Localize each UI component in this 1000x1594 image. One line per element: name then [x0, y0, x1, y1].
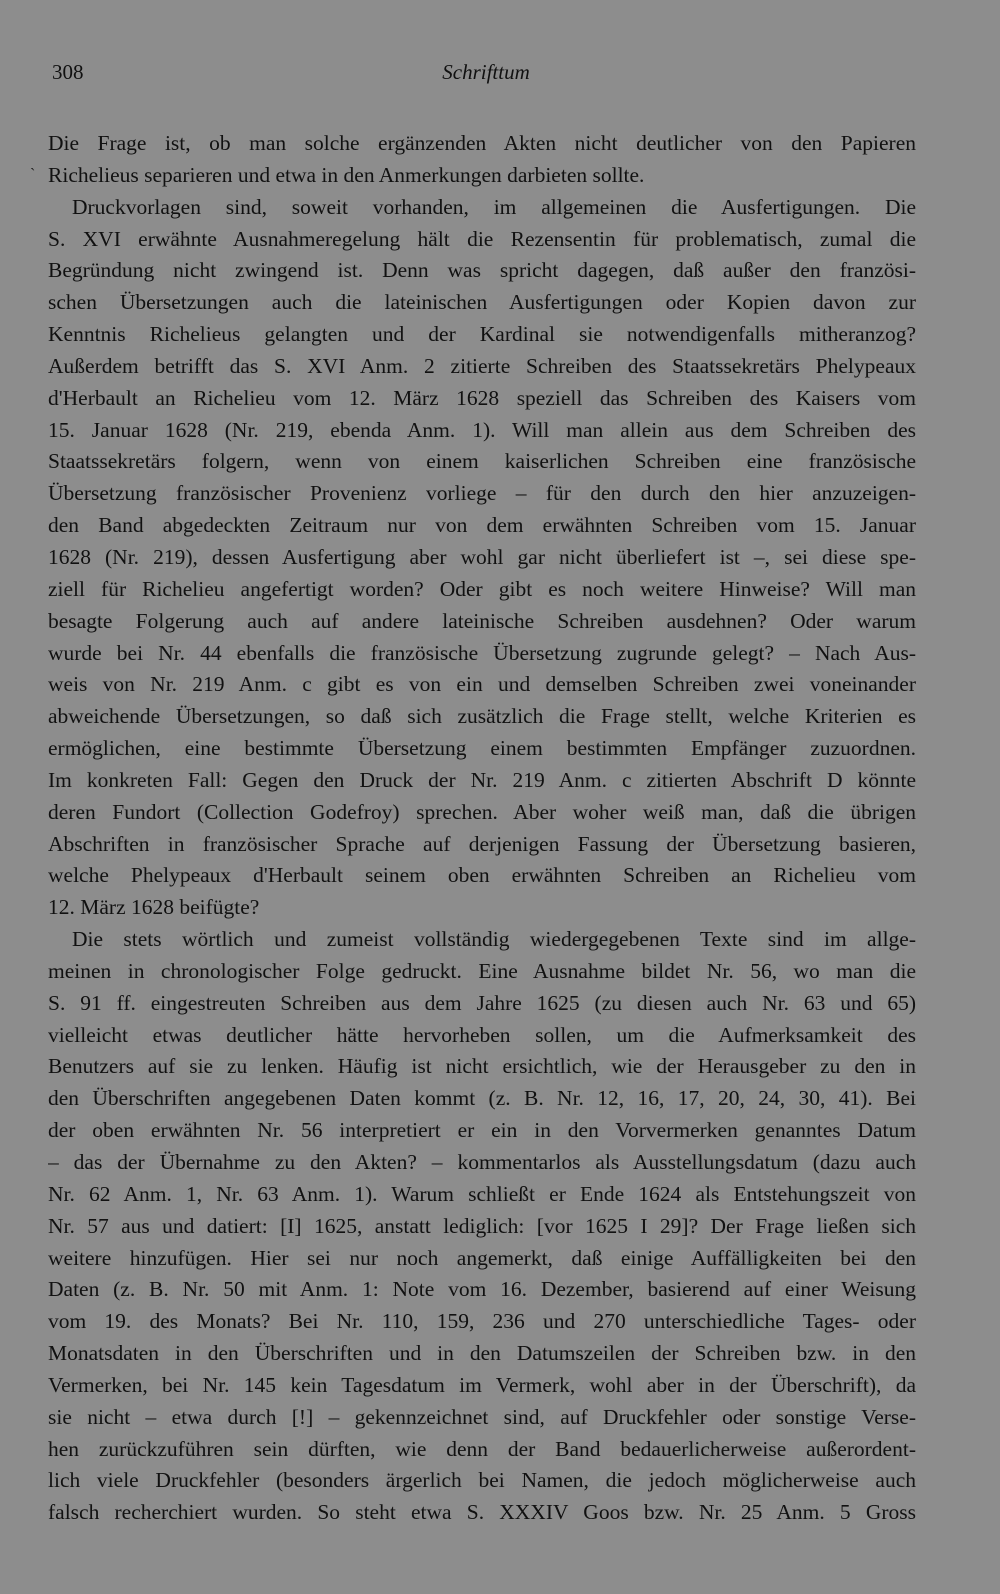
- text-line: 15. Januar 1628 (Nr. 219, ebenda Anm. 1). Will man allein aus dem Schreiben des: [48, 417, 916, 442]
- text-line: Monatsdaten in den Überschriften und in den Datumszeilen der Schreiben bzw. in den: [48, 1341, 916, 1366]
- text-line: hen zurückzuführen sein dürften, wie denn der Band bedauerlicherweise außerordent-: [48, 1436, 916, 1461]
- text-line: Kenntnis Richelieus gelangten und der Kardinal sie notwendigenfalls mitheranzog?: [48, 322, 916, 347]
- text-line: Benutzers auf sie zu lenken. Häufig ist nicht ersichtlich, wie der Herausgeber zu den in: [48, 1054, 916, 1079]
- page-number: 308: [52, 60, 84, 84]
- text-line: Nr. 62 Anm. 1, Nr. 63 Anm. 1). Warum schließt er Ende 1624 als Entstehungszeit von: [48, 1181, 916, 1206]
- text-line: Daten (z. B. Nr. 50 mit Anm. 1: Note vom 16. Dezember, basierend auf einer Weisung: [48, 1277, 916, 1302]
- text-line: welche Phelypeaux d'Herbault seinem oben erwähnten Schreiben an Richelieu vom: [48, 863, 916, 888]
- text-line: Nr. 57 aus und datiert: [I] 1625, anstatt lediglich: [vor 1625 I 29]? Der Frage ließen sich: [48, 1213, 916, 1238]
- text-line: weitere hinzufügen. Hier sei nur noch angemerkt, daß einige Auffälligkeiten bei den: [48, 1245, 916, 1270]
- text-line: S. XVI erwähnte Ausnahmeregelung hält die Rezensentin für problematisch, zumal die: [48, 226, 916, 251]
- text-line: meinen in chronologischer Folge gedruckt. Eine Ausnahme bildet Nr. 56, wo man die: [48, 958, 916, 983]
- text-line: Übersetzung französischer Provenienz vorliege – für den durch den hier anzuzeigen-: [48, 481, 916, 506]
- text-line: vom 19. des Monats? Bei Nr. 110, 159, 236 und 270 unterschiedliche Tages- oder: [48, 1309, 916, 1334]
- text-line: Abschriften in französischer Sprache auf derjenigen Fassung der Übersetzung basieren,: [48, 831, 916, 856]
- text-line: Staatssekretärs folgern, wenn von einem kaiserlichen Schreiben eine französische: [48, 449, 916, 474]
- text-line: Vermerken, bei Nr. 145 kein Tagesdatum im Vermerk, wohl aber in der Überschrift), da: [48, 1372, 916, 1397]
- margin-mark: `: [30, 166, 36, 183]
- text-line: den Überschriften angegebenen Daten kommt (z. B. Nr. 12, 16, 17, 20, 24, 30, 41). Bei: [48, 1086, 916, 1111]
- text-line: 1628 (Nr. 219), dessen Ausfertigung aber wohl gar nicht überliefert ist –, sei diese spe-: [48, 544, 916, 569]
- text-line: Außerdem betrifft das S. XVI Anm. 2 zitierte Schreiben des Staatssekretärs Phelypeaux: [48, 353, 916, 378]
- text-line: Im konkreten Fall: Gegen den Druck der Nr. 219 Anm. c zitierten Abschrift D könnte: [48, 767, 916, 792]
- running-title: Schrifttum: [442, 60, 530, 84]
- page-header: [52, 60, 920, 94]
- text-line: sie nicht – etwa durch [!] – gekennzeichnet sind, auf Druckfehler oder sonstige Verse-: [48, 1404, 916, 1429]
- text-line: lich viele Druckfehler (besonders ärgerlich bei Namen, die jedoch möglicherweise auch: [48, 1468, 916, 1493]
- text-line: Begründung nicht zwingend ist. Denn was spricht dagegen, daß außer den französi-: [48, 258, 916, 283]
- text-line: schen Übersetzungen auch die lateinischen Ausfertigungen oder Kopien davon zur: [48, 290, 916, 315]
- text-line: Richelieus separieren und etwa in den Anmerkungen darbieten sollte.: [48, 162, 645, 187]
- text-line: der oben erwähnten Nr. 56 interpretiert er ein in den Vorvermerken genanntes Datum: [48, 1118, 916, 1143]
- text-line: weis von Nr. 219 Anm. c gibt es von ein und demselben Schreiben zwei voneinander: [48, 672, 916, 697]
- text-line: 12. März 1628 beifügte?: [48, 895, 260, 920]
- text-line: S. 91 ff. eingestreuten Schreiben aus dem Jahre 1625 (zu diesen auch Nr. 63 und 65): [48, 990, 916, 1015]
- text-line: wurde bei Nr. 44 ebenfalls die französische Übersetzung zugrunde gelegt? – Nach Aus-: [48, 640, 916, 665]
- text-line: vielleicht etwas deutlicher hätte hervorheben sollen, um die Aufmerksamkeit des: [48, 1022, 916, 1047]
- text-line: den Band abgedeckten Zeitraum nur von dem erwähnten Schreiben vom 15. Januar: [48, 513, 916, 538]
- text-line: Die Frage ist, ob man solche ergänzenden Akten nicht deutlicher von den Papieren: [48, 131, 916, 155]
- text-line: Die stets wörtlich und zumeist vollständig wiedergegebenen Texte sind im allge-: [72, 927, 916, 952]
- text-line: deren Fundort (Collection Godefroy) sprechen. Aber woher weiß man, daß die übrigen: [48, 799, 916, 824]
- text-line: besagte Folgerung auch auf andere lateinische Schreiben ausdehnen? Oder warum: [48, 608, 916, 633]
- text-line: d'Herbault an Richelieu vom 12. März 1628 speziell das Schreiben des Kaisers vom: [48, 385, 916, 410]
- text-line: falsch recherchiert wurden. So steht etwa S. XXXIV Goos bzw. Nr. 25 Anm. 5 Gross: [48, 1500, 916, 1525]
- text-line: – das der Übernahme zu den Akten? – kommentarlos als Ausstellungsdatum (dazu auch: [48, 1150, 916, 1174]
- body-text: [48, 128, 916, 1529]
- text-line: abweichende Übersetzungen, so daß sich zusätzlich die Frage stellt, welche Kriterien es: [48, 704, 916, 729]
- text-line: ermöglichen, eine bestimmte Übersetzung einem bestimmten Empfänger zuzuordnen.: [48, 736, 916, 761]
- text-line: ziell für Richelieu angefertigt worden? Oder gibt es noch weitere Hinweise? Will man: [48, 576, 916, 601]
- text-line: Druckvorlagen sind, soweit vorhanden, im allgemeinen die Ausfertigungen. Die: [72, 194, 916, 219]
